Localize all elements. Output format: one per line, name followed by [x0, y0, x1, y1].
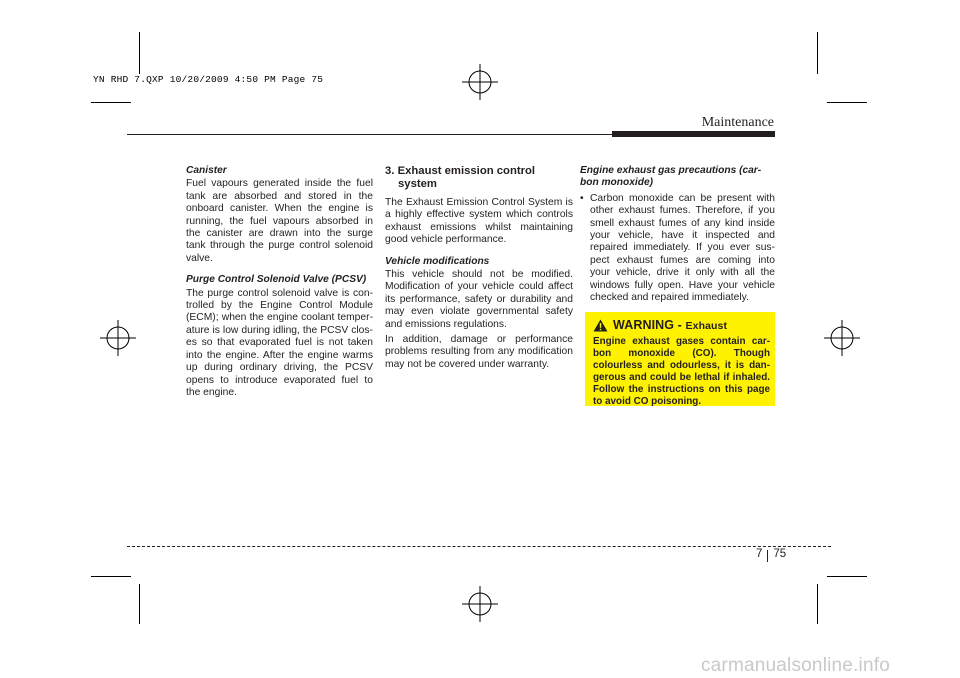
warning-label-sub: Exhaust [685, 320, 728, 332]
page-number-divider [767, 550, 768, 562]
registration-mark-icon [824, 320, 860, 356]
header-bar [612, 131, 775, 137]
page-number-value: 75 [773, 548, 787, 560]
right-column [580, 165, 775, 304]
registration-mark-icon [462, 586, 498, 622]
registration-mark-icon [100, 320, 136, 356]
warning-triangle-icon [593, 319, 608, 332]
registration-mark-icon [462, 64, 498, 100]
left-column [186, 165, 373, 406]
pcsv-heading: Purge Control Solenoid Valve (PCSV) [186, 274, 367, 286]
section-title [385, 165, 573, 191]
warning-label: WARNING - [613, 318, 682, 332]
damage-paragraph: In addition, damage or performance problems resulting from any modification may not be covered under warranty. [385, 334, 573, 370]
warning-body: Engine exhaust gases contain car-bon monoxide (CO). Though colourless and odourless, it is dan-gerous and could be lethal if inhaled. Follow the instructions on this page to avoid CO poisoning. [593, 336, 770, 407]
footer-rule [127, 546, 831, 547]
bullet-text: Carbon monoxide can be present with other exhaust fumes. Therefore, if you smell exhaust fumes of any kind inside your vehicle, have it inspected and repaired immediately. If you ever sus-pect exhaust fumes are coming into your vehicle, drive it only with all the windows fully open. Have your vehicle checked and repaired immediately. [590, 192, 775, 304]
page-number [756, 548, 786, 562]
list-item [580, 193, 775, 305]
middle-column [385, 165, 573, 378]
print-slug: YN RHD 7.QXP 10/20/2009 4:50 PM Page 75 [93, 74, 324, 85]
canister-paragraph: Fuel vapours generated inside the fuel tank are absorbed and stored in the onboard canister. When the engine is running, the fuel vapours absorbed in the canister are drawn into the surge tank through the purge control solenoid valve. [186, 178, 373, 264]
chapter-number: 7 [756, 548, 763, 560]
modifications-heading: Vehicle modifications [385, 255, 490, 267]
section-title-line2: system [398, 178, 437, 190]
pcsv-paragraph: The purge control solenoid valve is con-trolled by the Engine Control Module (ECM); when the engine coolant temper-ature is low during idling, the PCSV clos-es so that evaporated fuel is not taken into the engine. After the engine warms up during ordinary driving, the PCSV opens to introduce evaporated fuel to the engine. [186, 287, 373, 398]
bullet-icon: • [580, 192, 584, 204]
running-header-title: Maintenance [701, 115, 774, 130]
modifications-paragraph: This vehicle should not be modified. Modification of your vehicle could affect its performance, safety or durability and may even violate governmental safety and emissions regulations. [385, 269, 573, 330]
canister-heading: Canister [186, 165, 227, 176]
intro-paragraph: The Exhaust Emission Control System is a highly effective system which controls exhaust emissions whilst maintaining good vehicle performance. [385, 197, 573, 246]
section-number: 3. [385, 165, 395, 177]
warning-box [585, 312, 775, 406]
section-title-line1: Exhaust emission control [397, 165, 536, 177]
watermark: carmanualsonline.info [700, 655, 890, 676]
warning-title [613, 318, 727, 332]
warning-header [593, 318, 727, 332]
precautions-heading: Engine exhaust gas precautions (car-bon monoxide) [580, 165, 762, 189]
